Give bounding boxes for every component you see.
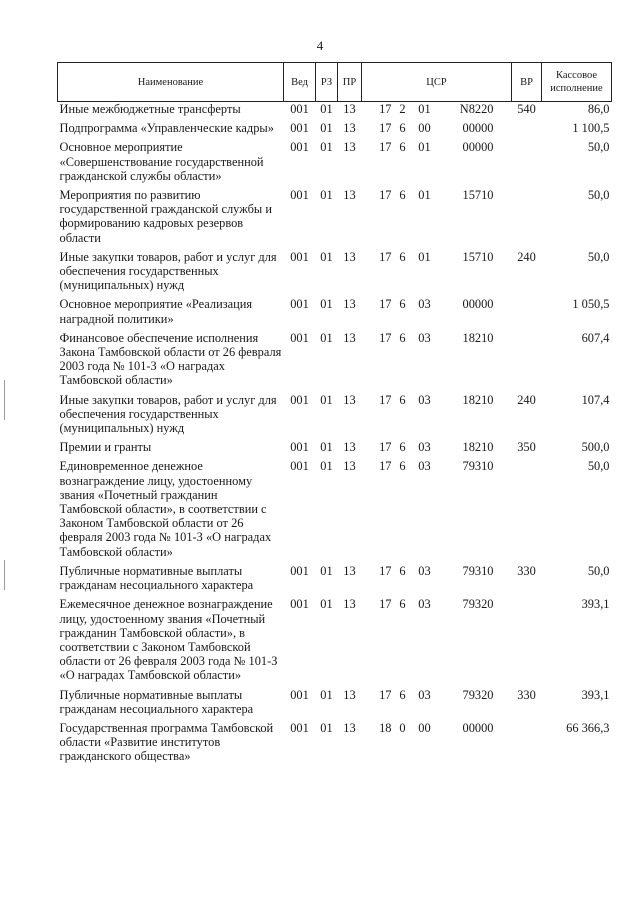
row-amount: 50,0 (587, 188, 610, 203)
csr-direction: 00000 (462, 297, 494, 312)
csr-code (364, 688, 510, 702)
row-csr (362, 721, 512, 769)
row-name: Иные межбюджетные трансферты (59, 102, 241, 116)
table-row (58, 393, 612, 441)
csr-code (364, 297, 510, 311)
csr-program: 17 (379, 140, 392, 155)
row-name: Премии и гранты (59, 440, 152, 455)
row-amount: 393,1 (581, 597, 610, 612)
table-row (58, 102, 612, 122)
csr-program: 17 (379, 297, 392, 312)
header-csr: ЦСР (362, 63, 512, 102)
row-vr: 330 (517, 563, 536, 578)
row-pr: 13 (343, 188, 356, 203)
row-name: Иные закупки товаров, работ и услуг для обеспечения государственных (муниципальных) нужд (59, 249, 277, 293)
row-rz: 01 (320, 687, 333, 702)
row-csr (362, 121, 512, 140)
row-ved: 001 (290, 249, 309, 264)
row-ved: 001 (290, 597, 309, 612)
csr-program: 17 (379, 102, 392, 116)
row-csr (362, 102, 512, 122)
row-vr (512, 459, 542, 563)
row-rz: 01 (320, 140, 333, 155)
csr-direction: 18210 (462, 330, 494, 345)
row-vr (512, 140, 542, 188)
table-row (58, 121, 612, 140)
row-csr (362, 250, 512, 298)
row-amount: 107,4 (581, 392, 610, 407)
row-amount: 393,1 (581, 687, 610, 702)
row-pr: 13 (343, 297, 356, 312)
csr-program: 17 (379, 188, 392, 203)
csr-direction: 79320 (462, 687, 494, 702)
csr-subprogram: 0 (399, 720, 406, 735)
csr-subprogram: 6 (399, 188, 406, 203)
row-pr: 13 (343, 720, 356, 735)
row-name: Основное мероприятие «Реализация наградной политики» (59, 297, 253, 326)
csr-code (364, 564, 510, 578)
row-ved: 001 (290, 563, 309, 578)
page-number: 4 (316, 38, 324, 53)
row-rz: 01 (320, 188, 333, 203)
table-row (58, 440, 612, 459)
csr-direction: 79310 (462, 459, 494, 474)
csr-event: 03 (418, 563, 431, 578)
csr-program: 17 (379, 563, 392, 578)
row-rz: 01 (320, 330, 333, 345)
csr-program: 17 (379, 597, 392, 612)
scan-margin-line (4, 560, 5, 590)
row-ved: 001 (290, 459, 309, 474)
header-rz: РЗ (316, 63, 338, 102)
row-amount: 1 100,5 (572, 121, 610, 136)
csr-event: 03 (418, 459, 431, 474)
row-csr (362, 393, 512, 441)
csr-direction: 00000 (462, 140, 494, 155)
csr-program: 18 (379, 720, 392, 735)
csr-event: 03 (418, 687, 431, 702)
row-csr (362, 297, 512, 330)
csr-program: 17 (379, 392, 392, 407)
row-amount: 50,0 (587, 140, 610, 155)
row-pr: 13 (343, 102, 356, 116)
row-name: Единовременное денежное вознаграждение лицу, удостоенному звания «Почетный гражданин Тамбовской области», в соответствии с Законом Тамбовской области от 26 февраля 2003 года № 101-З «О наградах Тамбовской области» (59, 459, 272, 559)
row-name: Основное мероприятие «Совершенствование государственной гражданской службы области» (59, 140, 264, 183)
row-ved: 001 (290, 102, 309, 116)
table-row (58, 297, 612, 330)
csr-event: 03 (418, 392, 431, 407)
csr-subprogram: 6 (399, 392, 406, 407)
row-pr: 13 (343, 459, 356, 474)
csr-event: 01 (418, 140, 431, 155)
row-pr: 13 (343, 440, 356, 455)
row-ved: 001 (290, 121, 309, 136)
row-pr: 13 (343, 563, 356, 578)
csr-program: 17 (379, 440, 392, 455)
csr-direction: 79320 (462, 597, 494, 612)
row-amount: 607,4 (581, 330, 610, 345)
row-pr: 13 (343, 687, 356, 702)
header-ved: Вед (284, 63, 316, 102)
row-name: Государственная программа Тамбовской области «Развитие институтов гражданского общества» (59, 720, 274, 764)
row-ved: 001 (290, 392, 309, 407)
row-amount: 50,0 (587, 563, 610, 578)
table-row (58, 597, 612, 687)
csr-direction: 15710 (462, 249, 494, 264)
csr-code (364, 121, 510, 135)
row-vr (512, 188, 542, 250)
csr-event: 01 (418, 102, 431, 116)
row-rz: 01 (320, 440, 333, 455)
row-ved: 001 (290, 330, 309, 345)
csr-code (364, 459, 510, 473)
row-vr (512, 297, 542, 330)
csr-subprogram: 6 (399, 140, 406, 155)
row-ved: 001 (290, 297, 309, 312)
csr-direction: 79310 (462, 563, 494, 578)
header-amount: Кассовое исполнение (542, 63, 612, 102)
csr-event: 01 (418, 188, 431, 203)
table-row (58, 688, 612, 721)
csr-direction: 18210 (462, 392, 494, 407)
table-row (58, 459, 612, 563)
csr-event: 00 (418, 121, 431, 136)
table-row (58, 250, 612, 298)
csr-subprogram: 6 (399, 297, 406, 312)
csr-subprogram: 6 (399, 121, 406, 136)
csr-subprogram: 6 (399, 440, 406, 455)
row-amount: 500,0 (581, 440, 610, 455)
csr-event: 03 (418, 297, 431, 312)
csr-code (364, 597, 510, 611)
row-rz: 01 (320, 249, 333, 264)
csr-subprogram: 6 (399, 330, 406, 345)
table-row (58, 188, 612, 250)
row-pr: 13 (343, 597, 356, 612)
csr-direction: 00000 (462, 121, 494, 136)
csr-direction: 18210 (462, 440, 494, 455)
table-header-row (58, 63, 612, 102)
row-csr (362, 459, 512, 563)
row-name: Ежемесячное денежное вознаграждение лицу, удостоенному звания «Почетный гражданин Тамбовской области», в соответствии с Законом Тамбовской области от 26 февраля 2003 года № 101-З «О наградах Тамбовской области» (59, 597, 278, 683)
csr-code (364, 721, 510, 735)
csr-code (364, 102, 510, 116)
csr-subprogram: 6 (399, 597, 406, 612)
row-amount: 66 366,3 (566, 720, 610, 735)
table-row (58, 140, 612, 188)
row-csr (362, 688, 512, 721)
budget-table (57, 62, 612, 769)
row-vr (512, 121, 542, 140)
row-rz: 01 (320, 597, 333, 612)
row-vr: 330 (517, 687, 536, 702)
table-row (58, 564, 612, 597)
csr-subprogram: 2 (399, 102, 406, 116)
row-name: Публичные нормативные выплаты гражданам несоциального характера (59, 563, 254, 593)
row-amount: 1 050,5 (572, 297, 610, 312)
row-amount: 50,0 (587, 459, 610, 474)
csr-subprogram: 6 (399, 687, 406, 702)
csr-direction: 15710 (462, 188, 494, 203)
csr-code (364, 331, 510, 345)
csr-event: 03 (418, 440, 431, 455)
csr-direction: N8220 (459, 102, 494, 116)
row-csr (362, 188, 512, 250)
csr-program: 17 (379, 121, 392, 136)
scan-margin-line (4, 380, 5, 420)
row-name: Мероприятия по развитию государственной гражданской службы и формированию кадровых резервов области (59, 188, 272, 245)
row-pr: 13 (343, 121, 356, 136)
row-csr (362, 597, 512, 687)
csr-program: 17 (379, 249, 392, 264)
row-csr (362, 140, 512, 188)
row-pr: 13 (343, 330, 356, 345)
row-ved: 001 (290, 720, 309, 735)
header-pr: ПР (338, 63, 362, 102)
row-ved: 001 (290, 687, 309, 702)
row-vr: 350 (517, 440, 536, 455)
header-name: Наименование (58, 63, 284, 102)
row-csr (362, 440, 512, 459)
row-name: Финансовое обеспечение исполнения Закона Тамбовской области от 26 февраля 2003 года № 101-З «О наградах Тамбовской области» (59, 330, 282, 388)
table-row (58, 721, 612, 769)
row-rz: 01 (320, 121, 333, 136)
row-pr: 13 (343, 392, 356, 407)
row-vr: 540 (517, 102, 536, 116)
row-amount: 86,0 (587, 102, 610, 116)
row-rz: 01 (320, 720, 333, 735)
row-vr: 240 (517, 392, 536, 407)
row-pr: 13 (343, 140, 356, 155)
csr-code (364, 440, 510, 454)
row-vr (512, 721, 542, 769)
row-ved: 001 (290, 440, 309, 455)
row-rz: 01 (320, 102, 333, 116)
row-rz: 01 (320, 297, 333, 312)
csr-program: 17 (379, 330, 392, 345)
csr-subprogram: 6 (399, 563, 406, 578)
row-amount: 50,0 (587, 249, 610, 264)
row-rz: 01 (320, 392, 333, 407)
csr-event: 00 (418, 720, 431, 735)
row-vr: 240 (517, 249, 536, 264)
table-row (58, 331, 612, 393)
row-vr (512, 597, 542, 687)
csr-event: 03 (418, 597, 431, 612)
row-vr (512, 331, 542, 393)
header-vr: ВР (512, 63, 542, 102)
row-csr (362, 564, 512, 597)
row-ved: 001 (290, 140, 309, 155)
csr-subprogram: 6 (399, 459, 406, 474)
csr-subprogram: 6 (399, 249, 406, 264)
csr-direction: 00000 (462, 720, 494, 735)
row-name: Иные закупки товаров, работ и услуг для обеспечения государственных (муниципальных) нужд (59, 392, 277, 436)
row-csr (362, 331, 512, 393)
row-ved: 001 (290, 188, 309, 203)
csr-event: 03 (418, 330, 431, 345)
row-name: Подпрограмма «Управленческие кадры» (59, 121, 274, 136)
row-name: Публичные нормативные выплаты гражданам несоциального характера (59, 687, 254, 716)
row-pr: 13 (343, 249, 356, 264)
csr-program: 17 (379, 687, 392, 702)
csr-code (364, 250, 510, 264)
csr-code (364, 188, 510, 202)
row-rz: 01 (320, 563, 333, 578)
csr-program: 17 (379, 459, 392, 474)
csr-code (364, 393, 510, 407)
csr-event: 01 (418, 249, 431, 264)
csr-code (364, 140, 510, 154)
row-rz: 01 (320, 459, 333, 474)
